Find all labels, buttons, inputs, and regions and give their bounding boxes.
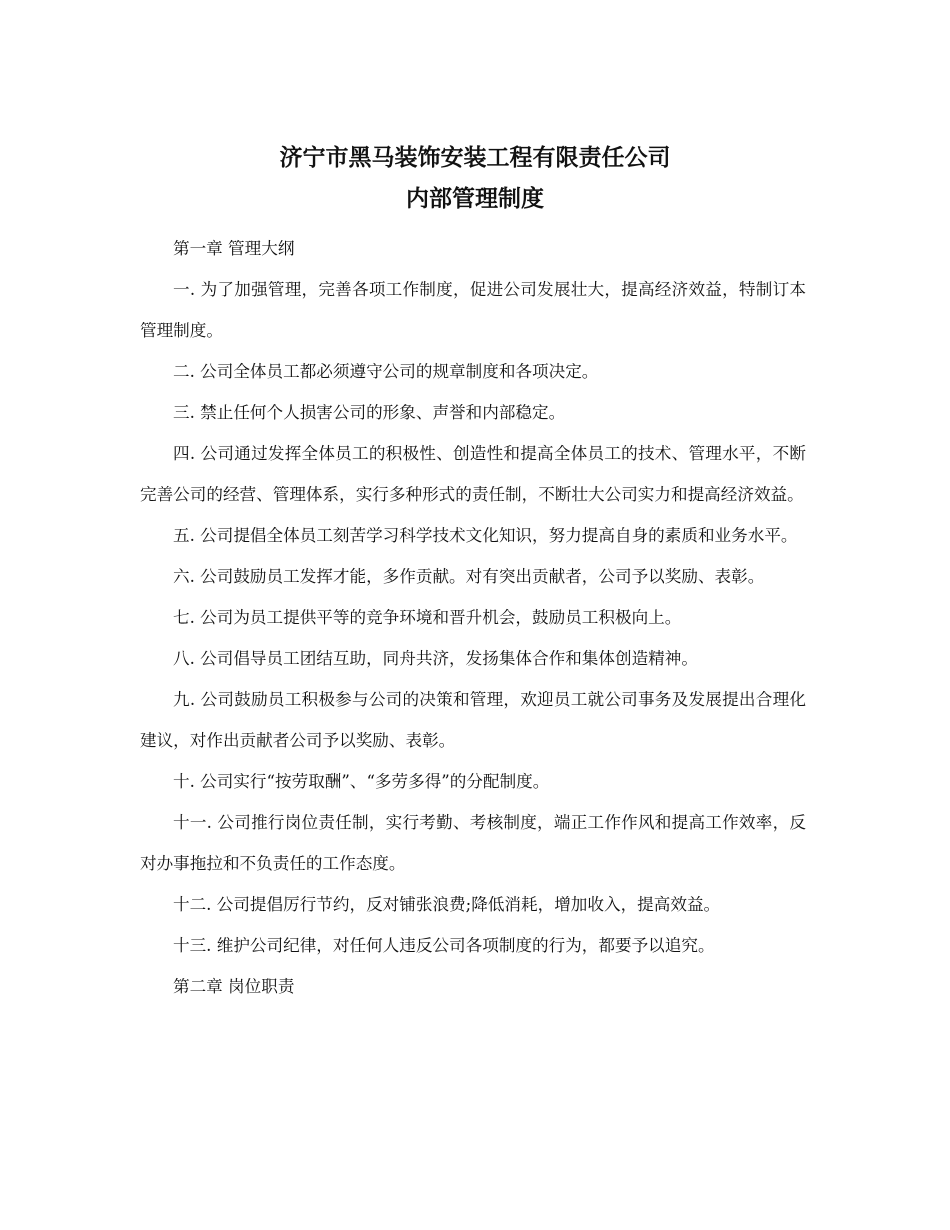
article-2: 二. 公司全体员工都必须遵守公司的规章制度和各项决定。: [173, 362, 599, 381]
article-13: 十三. 维护公司纪律，对任何人违反公司各项制度的行为，都要予以追究。: [173, 936, 715, 955]
article-8: 八. 公司倡导员工团结互助，同舟共济，发扬集体合作和集体创造精神。: [173, 649, 698, 668]
article-9: 九. 公司鼓励员工积极参与公司的决策和管理，欢迎员工就公司事务及发展提出合理化建议，对作出贡献者公司予以奖励、表彰。: [140, 690, 806, 750]
chapter-heading-1: 第一章 管理大纲: [173, 239, 295, 258]
article-1: 一. 为了加强管理，完善各项工作制度，促进公司发展壮大，提高经济效益，特制订本管理制度。: [140, 280, 806, 340]
document-body: [140, 228, 806, 1007]
document-subtitle: 内部管理制度: [406, 185, 544, 212]
article-6: 六. 公司鼓励员工发挥才能，多作贡献。对有突出贡献者，公司予以奖励、表彰。: [173, 567, 765, 586]
document-title: 济宁市黑马装饰安装工程有限责任公司: [279, 144, 671, 171]
article-3: 三. 禁止任何个人损害公司的形象、声誉和内部稳定。: [173, 403, 566, 422]
chapter-heading-2: 第二章 岗位职责: [173, 977, 295, 996]
article-7: 七. 公司为员工提供平等的竞争环境和晋升机会，鼓励员工积极向上。: [173, 608, 682, 627]
article-4: 四. 公司通过发挥全体员工的积极性、创造性和提高全体员工的技术、管理水平，不断完善公司的经营、管理体系，实行多种形式的责任制，不断壮大公司实力和提高经济效益。: [140, 444, 806, 504]
article-12: 十二. 公司提倡厉行节约，反对铺张浪费;降低消耗，增加收入，提高效益。: [173, 895, 721, 914]
article-10: 十. 公司实行“按劳取酬”、“多劳多得”的分配制度。: [173, 772, 550, 791]
article-5: 五. 公司提倡全体员工刻苦学习科学技术文化知识，努力提高自身的素质和业务水平。: [173, 526, 798, 545]
article-11: 十一. 公司推行岗位责任制，实行考勤、考核制度，端正工作作风和提高工作效率，反对办事拖拉和不负责任的工作态度。: [140, 813, 806, 873]
